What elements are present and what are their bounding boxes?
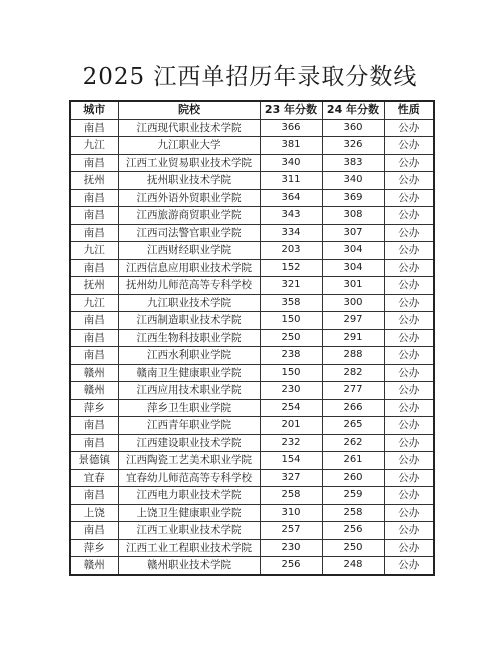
cell-score-2023: 154 bbox=[260, 452, 322, 470]
cell-score-2024: 262 bbox=[322, 434, 384, 452]
cell-school: 江西信息应用职业技术学院 bbox=[118, 259, 260, 277]
cell-type: 公办 bbox=[384, 417, 434, 435]
cell-school: 江西陶瓷工艺美术职业学院 bbox=[118, 452, 260, 470]
cell-school: 江西建设职业技术学院 bbox=[118, 434, 260, 452]
cell-school: 抚州幼儿师范高等专科学校 bbox=[118, 277, 260, 295]
cell-score-2024: 304 bbox=[322, 242, 384, 260]
cell-school: 萍乡卫生职业学院 bbox=[118, 399, 260, 417]
cell-city: 南昌 bbox=[70, 487, 118, 505]
cell-city: 南昌 bbox=[70, 522, 118, 540]
table-row bbox=[70, 504, 434, 522]
table-row bbox=[70, 434, 434, 452]
cell-type: 公办 bbox=[384, 452, 434, 470]
cell-city: 南昌 bbox=[70, 189, 118, 207]
cell-school: 江西工业工程职业技术学院 bbox=[118, 539, 260, 557]
table-row bbox=[70, 119, 434, 137]
cell-school: 九江职业技术学院 bbox=[118, 294, 260, 312]
cell-score-2023: 250 bbox=[260, 329, 322, 347]
table-row bbox=[70, 487, 434, 505]
cell-city: 赣州 bbox=[70, 382, 118, 400]
cell-school: 江西财经职业学院 bbox=[118, 242, 260, 260]
cell-city: 南昌 bbox=[70, 347, 118, 365]
admission-score-table bbox=[69, 100, 435, 576]
cell-score-2024: 301 bbox=[322, 277, 384, 295]
cell-city: 上饶 bbox=[70, 504, 118, 522]
cell-score-2023: 381 bbox=[260, 137, 322, 155]
cell-score-2023: 203 bbox=[260, 242, 322, 260]
cell-school: 江西水利职业学院 bbox=[118, 347, 260, 365]
cell-city: 萍乡 bbox=[70, 539, 118, 557]
cell-school: 江西司法警官职业学院 bbox=[118, 224, 260, 242]
cell-score-2024: 282 bbox=[322, 364, 384, 382]
cell-type: 公办 bbox=[384, 137, 434, 155]
cell-school: 赣南卫生健康职业学院 bbox=[118, 364, 260, 382]
cell-score-2023: 340 bbox=[260, 154, 322, 172]
cell-city: 萍乡 bbox=[70, 399, 118, 417]
cell-score-2023: 334 bbox=[260, 224, 322, 242]
cell-score-2024: 307 bbox=[322, 224, 384, 242]
cell-city: 赣州 bbox=[70, 364, 118, 382]
cell-score-2023: 258 bbox=[260, 487, 322, 505]
cell-score-2023: 343 bbox=[260, 207, 322, 225]
cell-type: 公办 bbox=[384, 224, 434, 242]
cell-type: 公办 bbox=[384, 539, 434, 557]
table-row bbox=[70, 469, 434, 487]
cell-score-2023: 201 bbox=[260, 417, 322, 435]
table-row bbox=[70, 417, 434, 435]
cell-score-2024: 360 bbox=[322, 119, 384, 137]
table-row bbox=[70, 137, 434, 155]
cell-score-2023: 321 bbox=[260, 277, 322, 295]
table-row bbox=[70, 382, 434, 400]
table-row bbox=[70, 539, 434, 557]
cell-school: 江西旅游商贸职业学院 bbox=[118, 207, 260, 225]
cell-type: 公办 bbox=[384, 557, 434, 575]
cell-type: 公办 bbox=[384, 329, 434, 347]
cell-score-2024: 277 bbox=[322, 382, 384, 400]
cell-score-2024: 300 bbox=[322, 294, 384, 312]
cell-city: 九江 bbox=[70, 294, 118, 312]
cell-city: 南昌 bbox=[70, 312, 118, 330]
table-row bbox=[70, 312, 434, 330]
cell-score-2023: 310 bbox=[260, 504, 322, 522]
table-row bbox=[70, 189, 434, 207]
page-title: 2025 江西单招历年录取分数线 bbox=[82, 64, 418, 90]
cell-type: 公办 bbox=[384, 294, 434, 312]
cell-city: 赣州 bbox=[70, 557, 118, 575]
cell-type: 公办 bbox=[384, 189, 434, 207]
cell-score-2023: 358 bbox=[260, 294, 322, 312]
cell-school: 江西外语外贸职业学院 bbox=[118, 189, 260, 207]
cell-score-2023: 257 bbox=[260, 522, 322, 540]
cell-score-2024: 259 bbox=[322, 487, 384, 505]
cell-type: 公办 bbox=[384, 259, 434, 277]
cell-score-2023: 327 bbox=[260, 469, 322, 487]
cell-city: 景德镇 bbox=[70, 452, 118, 470]
cell-school: 江西青年职业学院 bbox=[118, 417, 260, 435]
cell-type: 公办 bbox=[384, 277, 434, 295]
cell-score-2024: 326 bbox=[322, 137, 384, 155]
cell-type: 公办 bbox=[384, 434, 434, 452]
table-row bbox=[70, 224, 434, 242]
cell-score-2024: 297 bbox=[322, 312, 384, 330]
cell-type: 公办 bbox=[384, 469, 434, 487]
cell-school: 上饶卫生健康职业学院 bbox=[118, 504, 260, 522]
table-row bbox=[70, 522, 434, 540]
table-row bbox=[70, 207, 434, 225]
cell-city: 南昌 bbox=[70, 224, 118, 242]
table-body bbox=[70, 119, 434, 575]
cell-score-2023: 232 bbox=[260, 434, 322, 452]
cell-score-2023: 311 bbox=[260, 172, 322, 190]
cell-city: 南昌 bbox=[70, 119, 118, 137]
cell-score-2024: 340 bbox=[322, 172, 384, 190]
cell-score-2024: 369 bbox=[322, 189, 384, 207]
cell-type: 公办 bbox=[384, 487, 434, 505]
cell-type: 公办 bbox=[384, 312, 434, 330]
cell-score-2023: 230 bbox=[260, 382, 322, 400]
cell-school: 九江职业大学 bbox=[118, 137, 260, 155]
cell-city: 南昌 bbox=[70, 329, 118, 347]
cell-city: 抚州 bbox=[70, 172, 118, 190]
cell-city: 南昌 bbox=[70, 154, 118, 172]
cell-city: 南昌 bbox=[70, 434, 118, 452]
cell-score-2024: 266 bbox=[322, 399, 384, 417]
cell-score-2024: 248 bbox=[322, 557, 384, 575]
cell-score-2024: 308 bbox=[322, 207, 384, 225]
cell-city: 九江 bbox=[70, 137, 118, 155]
cell-score-2023: 150 bbox=[260, 312, 322, 330]
table-row bbox=[70, 259, 434, 277]
cell-city: 抚州 bbox=[70, 277, 118, 295]
cell-school: 江西制造职业技术学院 bbox=[118, 312, 260, 330]
header-school: 院校 bbox=[118, 101, 260, 119]
table-row bbox=[70, 242, 434, 260]
header-type: 性质 bbox=[384, 101, 434, 119]
cell-type: 公办 bbox=[384, 522, 434, 540]
header-score-2024: 24 年分数 bbox=[322, 101, 384, 119]
table-row bbox=[70, 277, 434, 295]
cell-score-2024: 304 bbox=[322, 259, 384, 277]
cell-type: 公办 bbox=[384, 242, 434, 260]
cell-score-2024: 265 bbox=[322, 417, 384, 435]
cell-score-2023: 152 bbox=[260, 259, 322, 277]
cell-score-2024: 258 bbox=[322, 504, 384, 522]
cell-type: 公办 bbox=[384, 172, 434, 190]
table-row bbox=[70, 347, 434, 365]
cell-score-2023: 366 bbox=[260, 119, 322, 137]
cell-city: 南昌 bbox=[70, 207, 118, 225]
table-row bbox=[70, 154, 434, 172]
cell-score-2024: 261 bbox=[322, 452, 384, 470]
cell-score-2023: 230 bbox=[260, 539, 322, 557]
cell-score-2023: 254 bbox=[260, 399, 322, 417]
cell-city: 九江 bbox=[70, 242, 118, 260]
cell-score-2024: 288 bbox=[322, 347, 384, 365]
cell-type: 公办 bbox=[384, 504, 434, 522]
cell-score-2024: 256 bbox=[322, 522, 384, 540]
cell-score-2024: 260 bbox=[322, 469, 384, 487]
cell-score-2024: 250 bbox=[322, 539, 384, 557]
cell-score-2023: 364 bbox=[260, 189, 322, 207]
header-score-2023: 23 年分数 bbox=[260, 101, 322, 119]
table-row bbox=[70, 329, 434, 347]
cell-type: 公办 bbox=[384, 399, 434, 417]
table-row bbox=[70, 557, 434, 575]
cell-type: 公办 bbox=[384, 347, 434, 365]
cell-type: 公办 bbox=[384, 382, 434, 400]
table-row bbox=[70, 452, 434, 470]
cell-score-2023: 150 bbox=[260, 364, 322, 382]
table-row bbox=[70, 364, 434, 382]
cell-score-2024: 383 bbox=[322, 154, 384, 172]
table-row bbox=[70, 399, 434, 417]
cell-school: 江西应用技术职业学院 bbox=[118, 382, 260, 400]
cell-school: 江西工业贸易职业技术学院 bbox=[118, 154, 260, 172]
header-city: 城市 bbox=[70, 101, 118, 119]
cell-city: 南昌 bbox=[70, 417, 118, 435]
cell-city: 南昌 bbox=[70, 259, 118, 277]
cell-score-2024: 291 bbox=[322, 329, 384, 347]
table-row bbox=[70, 172, 434, 190]
table-header-row bbox=[70, 101, 434, 119]
cell-school: 赣州职业技术学院 bbox=[118, 557, 260, 575]
cell-type: 公办 bbox=[384, 154, 434, 172]
cell-school: 江西生物科技职业学院 bbox=[118, 329, 260, 347]
cell-type: 公办 bbox=[384, 364, 434, 382]
table-row bbox=[70, 294, 434, 312]
cell-school: 江西现代职业技术学院 bbox=[118, 119, 260, 137]
cell-score-2023: 238 bbox=[260, 347, 322, 365]
cell-type: 公办 bbox=[384, 207, 434, 225]
cell-school: 江西工业职业技术学院 bbox=[118, 522, 260, 540]
cell-school: 抚州职业技术学院 bbox=[118, 172, 260, 190]
cell-score-2023: 256 bbox=[260, 557, 322, 575]
cell-school: 宜春幼儿师范高等专科学校 bbox=[118, 469, 260, 487]
cell-school: 江西电力职业技术学院 bbox=[118, 487, 260, 505]
cell-type: 公办 bbox=[384, 119, 434, 137]
cell-city: 宜春 bbox=[70, 469, 118, 487]
